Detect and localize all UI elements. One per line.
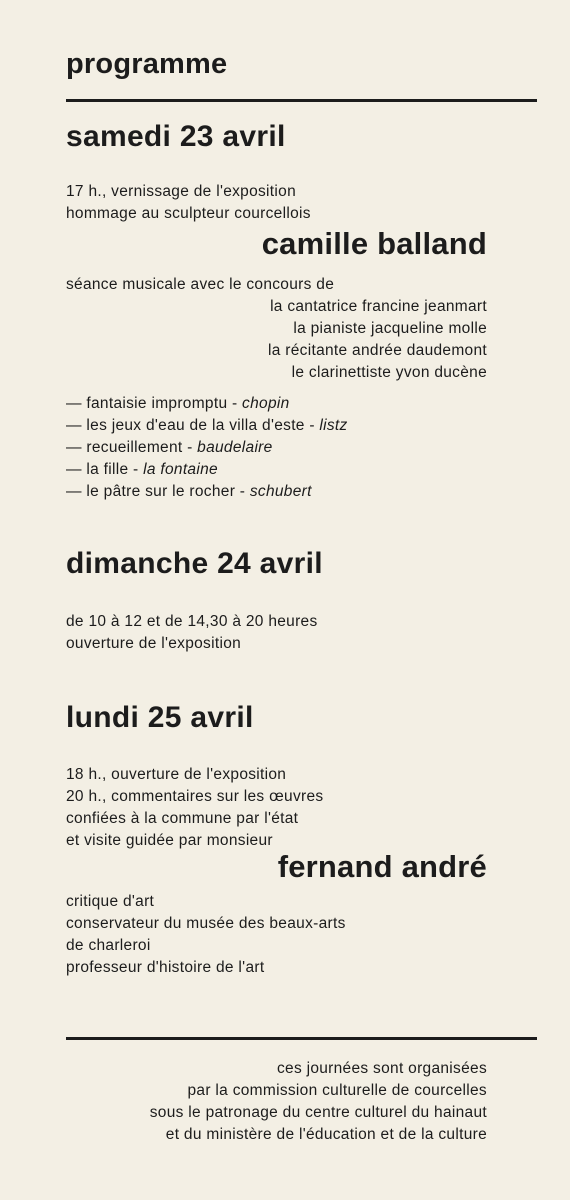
speaker-titles bbox=[66, 891, 346, 979]
performer-item: la récitante andrée daudemont bbox=[268, 342, 487, 359]
piece-author: listz bbox=[319, 417, 348, 434]
piece-title: — le pâtre sur le rocher - bbox=[66, 483, 250, 500]
piece-title: — la fille - bbox=[66, 461, 144, 478]
speaker-title: conservateur du musée des beaux-arts bbox=[66, 915, 346, 932]
footer-line: sous le patronage du centre culturel du hainaut bbox=[149, 1104, 487, 1121]
footer-line: ces journées sont organisées bbox=[276, 1060, 487, 1077]
page-title: programme bbox=[66, 48, 228, 80]
footer-credits bbox=[150, 1058, 487, 1146]
piece-item bbox=[66, 415, 348, 437]
piece-author: baudelaire bbox=[197, 439, 273, 456]
day2-details bbox=[66, 611, 318, 655]
footer-line: par la commission culturelle de courcelles bbox=[187, 1082, 487, 1099]
piece-item bbox=[66, 459, 348, 481]
footer-line: et du ministère de l'éducation et de la culture bbox=[165, 1126, 487, 1143]
day3-line: 20 h., commentaires sur les œuvres bbox=[66, 788, 324, 805]
piece-title: — fantaisie impromptu - bbox=[66, 395, 243, 412]
day1-intro-line: 17 h., vernissage de l'exposition bbox=[66, 183, 296, 200]
piece-title: — recueillement - bbox=[66, 439, 198, 456]
piece-item bbox=[66, 481, 348, 503]
performer-item: le clarinettiste yvon ducène bbox=[291, 364, 487, 381]
day3-details bbox=[66, 764, 323, 852]
performer-item: la pianiste jacqueline molle bbox=[293, 320, 487, 337]
performer-item: la cantatrice francine jeanmart bbox=[270, 298, 487, 315]
piece-title: — les jeux d'eau de la villa d'este - bbox=[66, 417, 320, 434]
speaker-title: de charleroi bbox=[66, 937, 151, 954]
day3-line: 18 h., ouverture de l'exposition bbox=[66, 766, 287, 783]
piece-item bbox=[66, 437, 348, 459]
day1-heading: samedi 23 avril bbox=[66, 120, 286, 153]
speaker-title: professeur d'histoire de l'art bbox=[66, 959, 265, 976]
piece-item bbox=[66, 393, 348, 415]
speaker-title: critique d'art bbox=[66, 893, 155, 910]
performer-list bbox=[268, 296, 487, 384]
piece-list bbox=[66, 393, 348, 503]
artist-name: camille balland bbox=[261, 226, 487, 261]
day2-line: ouverture de l'exposition bbox=[66, 635, 242, 652]
speaker-name: fernand andré bbox=[277, 849, 487, 884]
top-divider bbox=[66, 99, 537, 102]
day3-heading: lundi 25 avril bbox=[66, 701, 254, 734]
musical-intro: séance musicale avec le concours de bbox=[66, 276, 335, 293]
piece-author: la fontaine bbox=[143, 461, 218, 478]
day1-intro bbox=[66, 181, 311, 225]
day3-line: et visite guidée par monsieur bbox=[66, 832, 273, 849]
piece-author: chopin bbox=[242, 395, 290, 412]
footer-divider bbox=[66, 1037, 537, 1040]
day3-line: confiées à la commune par l'état bbox=[66, 810, 299, 827]
day2-heading: dimanche 24 avril bbox=[66, 547, 323, 580]
day1-intro-line: hommage au sculpteur courcellois bbox=[66, 205, 311, 222]
day2-line: de 10 à 12 et de 14,30 à 20 heures bbox=[66, 613, 318, 630]
piece-author: schubert bbox=[249, 483, 312, 500]
